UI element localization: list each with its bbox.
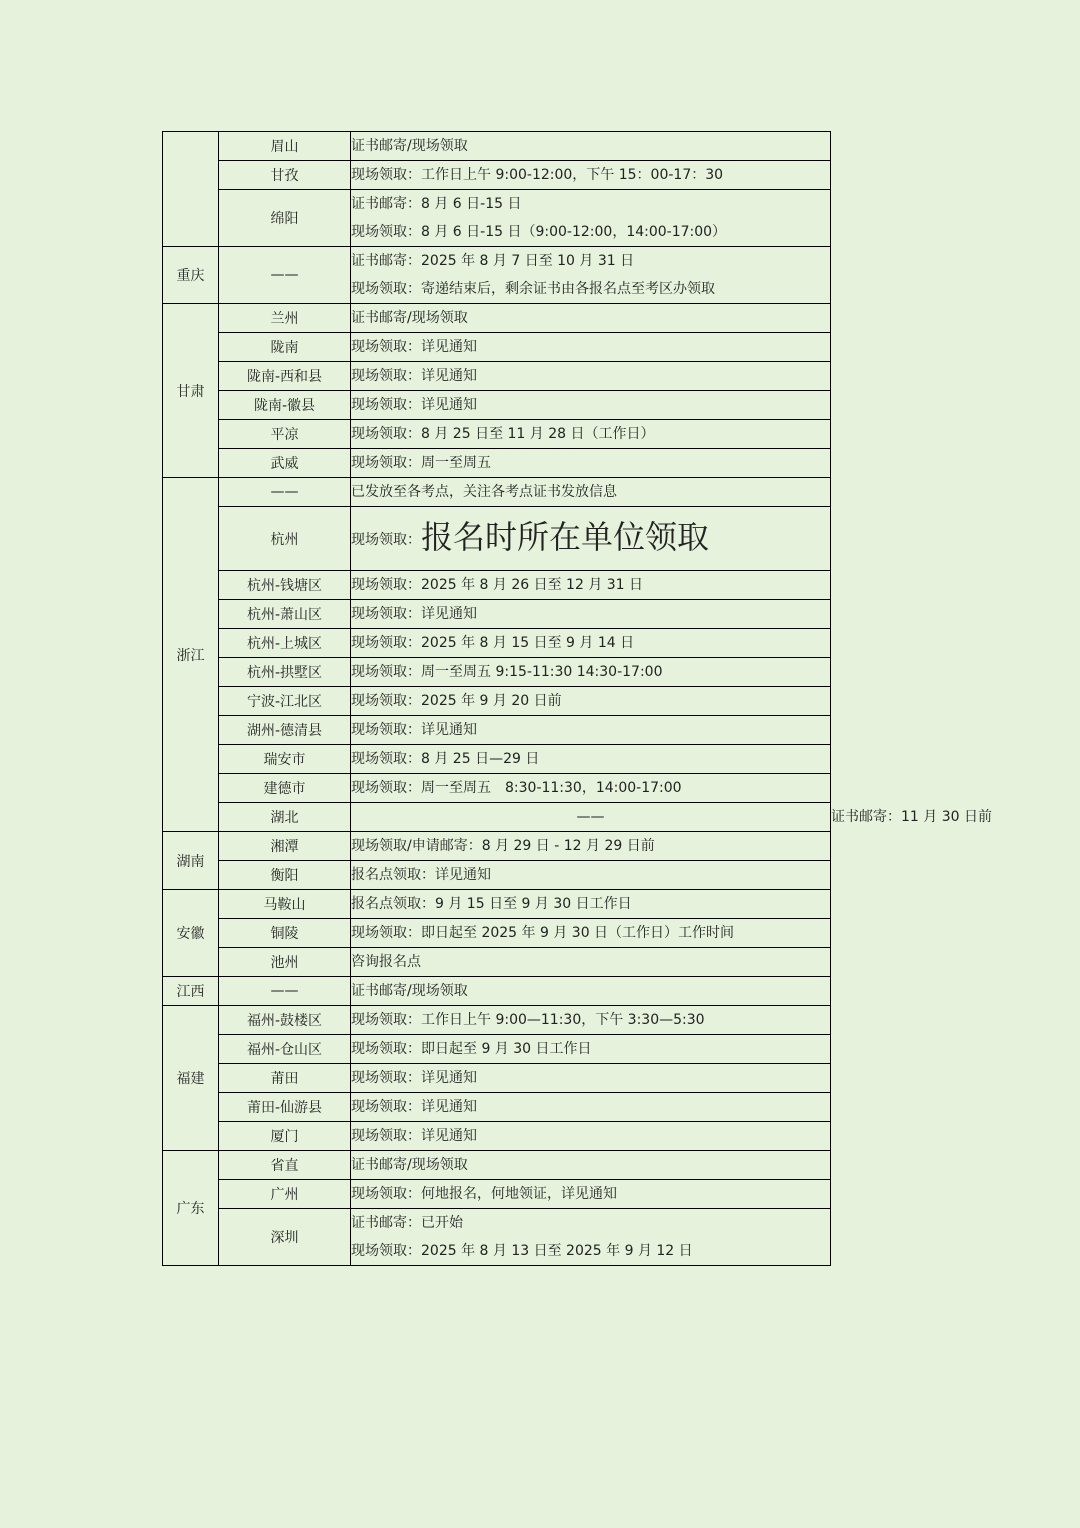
table-row <box>163 832 831 861</box>
info-cell <box>351 1209 831 1266</box>
table-row <box>163 948 831 977</box>
province-cell: 浙江 <box>163 478 219 832</box>
city-cell: 建德市 <box>219 774 351 803</box>
info-cell <box>351 1122 831 1151</box>
info-line: 现场领取：即日起至 2025 年 9 月 30 日（工作日）工作时间 <box>351 925 735 941</box>
city-cell: —— <box>351 803 831 832</box>
info-line: 现场领取：2025 年 9 月 20 日前 <box>351 693 562 709</box>
table-row <box>163 1122 831 1151</box>
info-cell <box>351 745 831 774</box>
city-cell: —— <box>219 977 351 1006</box>
info-cell <box>351 190 831 247</box>
table-row <box>163 1209 831 1266</box>
table-row <box>163 571 831 600</box>
table-row <box>163 362 831 391</box>
city-cell: 湘潭 <box>219 832 351 861</box>
info-cell <box>351 478 831 507</box>
info-line: 已发放至各考点，关注各考点证书发放信息 <box>351 484 617 500</box>
city-cell: 杭州-萧山区 <box>219 600 351 629</box>
city-cell: 绵阳 <box>219 190 351 247</box>
info-line: 现场领取：周一至周五 8:30-11:30，14:00-17:00 <box>351 780 682 796</box>
info-line: 现场领取：工作日上午 9:00—11:30，下午 3:30—5:30 <box>351 1012 705 1028</box>
info-highlight-text: 报名时所在单位领取 <box>421 518 710 556</box>
info-cell <box>351 629 831 658</box>
table-row <box>163 1064 831 1093</box>
info-line: 证书邮寄：8 月 6 日-15 日 <box>351 196 522 212</box>
city-cell: 杭州-钱塘区 <box>219 571 351 600</box>
info-cell <box>351 832 831 861</box>
info-cell <box>351 247 831 304</box>
province-cell: 福建 <box>163 1006 219 1151</box>
city-cell: 陇南-徽县 <box>219 391 351 420</box>
info-cell <box>351 716 831 745</box>
info-cell <box>351 890 831 919</box>
info-cell <box>351 919 831 948</box>
city-cell: 马鞍山 <box>219 890 351 919</box>
info-line: 现场领取：详见通知 <box>351 397 477 413</box>
info-line: 现场领取：周一至周五 <box>351 455 491 471</box>
info-line: 证书邮寄/现场领取 <box>351 138 468 154</box>
city-cell: 武威 <box>219 449 351 478</box>
province-cell: 安徽 <box>163 890 219 977</box>
province-cell: 江西 <box>163 977 219 1006</box>
city-cell: 杭州-拱墅区 <box>219 658 351 687</box>
table-row <box>163 333 831 362</box>
city-cell: 陇南-西和县 <box>219 362 351 391</box>
city-cell: 湖州-德清县 <box>219 716 351 745</box>
table-row <box>163 1093 831 1122</box>
info-cell <box>351 1006 831 1035</box>
info-cell <box>351 161 831 190</box>
city-cell: 兰州 <box>219 304 351 333</box>
city-cell: 广州 <box>219 1180 351 1209</box>
table-row <box>163 687 831 716</box>
city-cell: —— <box>219 247 351 304</box>
table-row <box>163 774 831 803</box>
info-cell <box>351 391 831 420</box>
info-line: 现场领取：详见通知 <box>351 339 477 355</box>
info-cell <box>351 1151 831 1180</box>
table-row <box>163 247 831 304</box>
info-line: 证书邮寄/现场领取 <box>351 310 468 326</box>
info-cell <box>351 571 831 600</box>
table-row <box>163 1035 831 1064</box>
info-line: 证书邮寄/现场领取 <box>351 1157 468 1173</box>
city-cell: —— <box>219 478 351 507</box>
info-line: 咨询报名点 <box>351 954 421 970</box>
table-row <box>163 1006 831 1035</box>
city-cell: 杭州-上城区 <box>219 629 351 658</box>
info-cell <box>351 977 831 1006</box>
info-cell <box>351 861 831 890</box>
info-line: 现场领取：2025 年 8 月 13 日至 2025 年 9 月 12 日 <box>351 1243 693 1259</box>
info-cell <box>351 362 831 391</box>
table-row <box>163 507 831 571</box>
info-line: 现场领取：8 月 25 日至 11 月 28 日（工作日） <box>351 426 655 442</box>
info-line: 现场领取：详见通知 <box>351 722 477 738</box>
info-cell <box>351 507 831 571</box>
info-cell <box>351 1093 831 1122</box>
table-row <box>163 861 831 890</box>
table-row <box>163 1180 831 1209</box>
city-cell: 眉山 <box>219 132 351 161</box>
info-line: 现场领取：即日起至 9 月 30 日工作日 <box>351 1041 592 1057</box>
table-row <box>163 658 831 687</box>
city-cell: 瑞安市 <box>219 745 351 774</box>
info-line: 现场领取：8 月 6 日-15 日（9:00-12:00，14:00-17:00） <box>351 224 727 240</box>
info-line: 报名点领取：9 月 15 日至 9 月 30 日工作日 <box>351 896 632 912</box>
province-cell: 重庆 <box>163 247 219 304</box>
table-row <box>163 600 831 629</box>
info-line: 报名点领取：详见通知 <box>351 867 491 883</box>
table-row <box>163 977 831 1006</box>
province-cell: 湖北 <box>219 803 351 832</box>
table-row <box>163 745 831 774</box>
certificate-distribution-table <box>162 131 992 1266</box>
table-body <box>163 132 992 1266</box>
info-cell <box>351 333 831 362</box>
info-line: 现场领取/申请邮寄：8 月 29 日 - 12 月 29 日前 <box>351 838 655 854</box>
city-cell: 宁波-江北区 <box>219 687 351 716</box>
info-cell <box>351 449 831 478</box>
info-line: 现场领取：详见通知 <box>351 606 477 622</box>
table-row <box>163 1151 831 1180</box>
table-row <box>163 629 831 658</box>
info-line: 现场领取：何地报名，何地领证，详见通知 <box>351 1186 617 1202</box>
table-row <box>163 478 831 507</box>
table-row <box>163 161 831 190</box>
province-cell: 甘肃 <box>163 304 219 478</box>
info-cell <box>351 600 831 629</box>
city-cell: 深圳 <box>219 1209 351 1266</box>
table-row: 湖北 —— 证书邮寄：11 月 30 日前 <box>163 803 831 832</box>
city-cell: 莆田-仙游县 <box>219 1093 351 1122</box>
province-cell: 广东 <box>163 1151 219 1266</box>
info-line: 现场领取：详见通知 <box>351 368 477 384</box>
province-cell <box>163 132 219 247</box>
info-cell <box>351 948 831 977</box>
city-cell: 杭州 <box>219 507 351 571</box>
table-row <box>163 190 831 247</box>
info-line: 证书邮寄/现场领取 <box>351 983 468 999</box>
city-cell: 衡阳 <box>219 861 351 890</box>
table-row <box>163 391 831 420</box>
info-line: 现场领取：寄递结束后，剩余证书由各报名点至考区办领取 <box>351 281 715 297</box>
table-row <box>163 716 831 745</box>
info-cell <box>351 658 831 687</box>
city-cell: 福州-仓山区 <box>219 1035 351 1064</box>
info-cell <box>351 774 831 803</box>
city-cell: 甘孜 <box>219 161 351 190</box>
city-cell: 平凉 <box>219 420 351 449</box>
city-cell: 厦门 <box>219 1122 351 1151</box>
table-row <box>163 132 831 161</box>
city-cell: 福州-鼓楼区 <box>219 1006 351 1035</box>
info-line: 现场领取：8 月 25 日—29 日 <box>351 751 540 767</box>
info-cell <box>351 1180 831 1209</box>
table-row <box>163 304 831 333</box>
info-cell <box>351 420 831 449</box>
city-cell: 莆田 <box>219 1064 351 1093</box>
info-line: 现场领取：2025 年 8 月 26 日至 12 月 31 日 <box>351 577 644 593</box>
city-cell: 铜陵 <box>219 919 351 948</box>
city-cell: 省直 <box>219 1151 351 1180</box>
info-line: 现场领取：详见通知 <box>351 1099 477 1115</box>
info-line: 现场领取：工作日上午 9:00-12:00，下午 15：00-17：30 <box>351 167 724 183</box>
info-line: 现场领取：周一至周五 9:15-11:30 14:30-17:00 <box>351 664 663 680</box>
city-cell: 池州 <box>219 948 351 977</box>
table-row <box>163 919 831 948</box>
province-cell: 湖南 <box>163 832 219 890</box>
info-cell <box>351 1064 831 1093</box>
info-cell <box>351 132 831 161</box>
info-line: 现场领取：2025 年 8 月 15 日至 9 月 14 日 <box>351 635 635 651</box>
info-line: 证书邮寄：2025 年 8 月 7 日至 10 月 31 日 <box>351 253 635 269</box>
table-row <box>163 420 831 449</box>
table-row <box>163 449 831 478</box>
info-prefix: 现场领取： <box>351 532 421 548</box>
info-line: 现场领取：详见通知 <box>351 1128 477 1144</box>
city-cell: 陇南 <box>219 333 351 362</box>
info-line <box>351 507 830 570</box>
info-cell <box>351 687 831 716</box>
info-line: 证书邮寄：已开始 <box>351 1215 463 1231</box>
info-cell <box>351 1035 831 1064</box>
info-cell <box>351 304 831 333</box>
table-row <box>163 890 831 919</box>
info-line: 现场领取：详见通知 <box>351 1070 477 1086</box>
